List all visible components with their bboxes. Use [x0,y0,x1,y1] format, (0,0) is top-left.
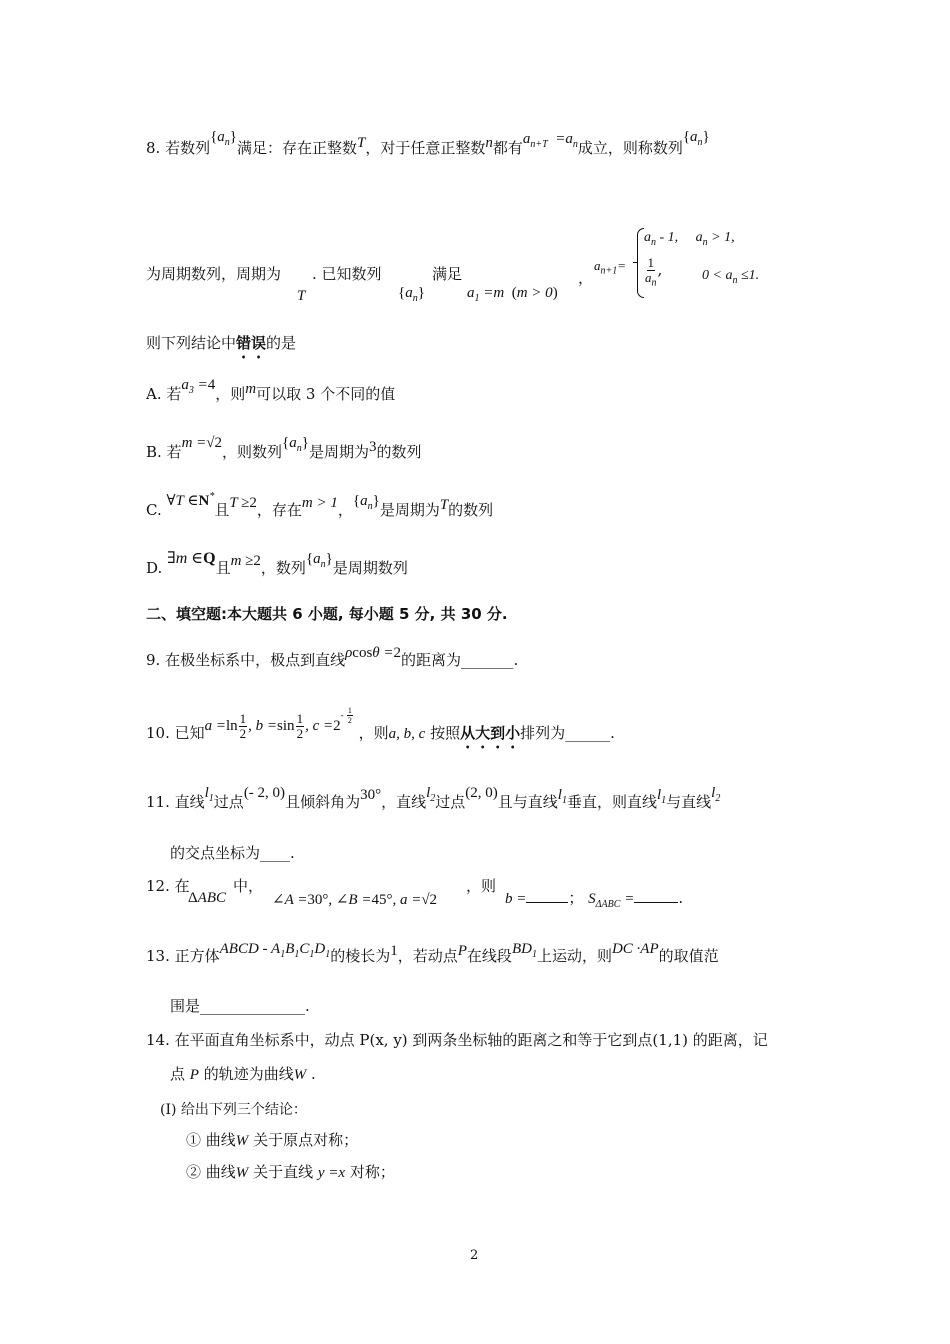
q8-line1: 8. 若数列$\{a_n\}$满足：存在正整数T，对于任意正整数n都有$a_{n+T} =a_n$成立，则称数列$\{a_n\}$ [146,129,710,157]
q14-item1: ① 曲线W 关于原点对称； [186,1131,359,1149]
q8-option-c: C. ∀T ∈N*且T ≥2，存在m > 1，$\{a_n\}$是周期为T的数列 [146,491,494,519]
q8-option-a: A. 若$a_3 =4$，则m可以取 3 个不同的值 [146,377,396,403]
q8-line2: 为周期数列，周期为 [146,265,282,283]
math-T: T [357,135,366,151]
q12-mid2: ，则 [466,877,497,895]
piecewise-brace [637,228,644,298]
comma: ， [578,269,594,287]
math-n: n [485,135,493,151]
q9: 9. 在极坐标系中，极点到直线ρcosθ =2的距离为_______. [146,645,519,669]
math-a-n-plus-1: $a_{n+1}=$ [594,258,627,277]
q8-line2-b: . 已知数列 [312,265,382,283]
section-title: 二、填空题:本大题共 6 小题, 每小题 5 分, 共 30 分. [146,605,508,623]
piecewise-case2: $0 < a_n \le 1$. [702,268,760,286]
q12-mid: 中， [233,877,264,895]
q13-line1: 13. 正方体ABCD - $A_1B_1C_1D_1$的棱长为1，若动点P在线段$BD_1$上运动，则DC ·AP的取值范 [146,941,719,965]
q12-answers: b = ； $S_{\Delta ABC}$ = . [505,889,684,910]
q11-line2: 的交点坐标为____. [170,844,295,862]
math-set-an-2: $\{a_n\}$ [682,129,710,148]
q14-item2: ② 曲线W 关于直线 y =x 对称； [186,1163,395,1181]
q14-part1: (I) 给出下列三个结论： [160,1102,307,1118]
piecewise-case2-frac: $\frac{1}{a_n}$ , [645,255,663,289]
q10: 10. 已知a =ln $\frac{1}{2}$ , b =sin $\frac{1}{2}$ , $c =2^{- \frac{1}{2}}$ ，则a, b, c 按照从大到小排列为______. [146,706,615,742]
q8-option-b: B. 若m =√2，则数列$\{a_n\}$是周期为3的数列 [146,435,422,461]
q12-prefix: 12. 在 [146,877,190,895]
q8-line3: 则下列结论中错误的是 [146,334,297,352]
math-set-an: $\{a_n\}$ [210,129,237,148]
q8-line2-c: 满足 [432,265,463,283]
q13-line2: 围是______________. [170,997,310,1015]
math-q12-given: ∠A =30°, ∠B =45°, a =√2 [272,892,438,908]
q14-line1: 14. 在平面直角坐标系中，动点 P(x, y) 到两条坐标轴的距离之和等于它到点(1,1) 的距离，记 [146,1031,768,1049]
answer-blank-area[interactable] [634,888,678,903]
math-set-an-3: $\{a_n\}$ [398,285,425,304]
piecewise-case1: $a_n - 1$, $a_n > 1$, [644,230,735,248]
math-triangle-abc: ΔABC [188,890,226,906]
q8-option-d: D. ∃m ∈Q且m ≥2，数列$\{a_n\}$是周期数列 [146,550,408,577]
q14-line2: 点 P 的轨迹为曲线W . [170,1065,316,1083]
math-a1-eq-m: $a_1 =m$ (m > 0) [467,285,558,304]
q11-line1: 11. 直线$l_1$过点(- 2, 0)且倾斜角为30°，直线$l_2$过点(2, 0)且与直线$l_1$垂直，则直线$l_1$与直线$l_2$ [146,785,721,811]
page-number: 2 [470,1248,479,1263]
math-T-period: T [297,288,306,304]
math-periodic-eq: $a_{n+T} =a_n$ [522,131,578,150]
answer-blank-b[interactable] [526,888,568,903]
